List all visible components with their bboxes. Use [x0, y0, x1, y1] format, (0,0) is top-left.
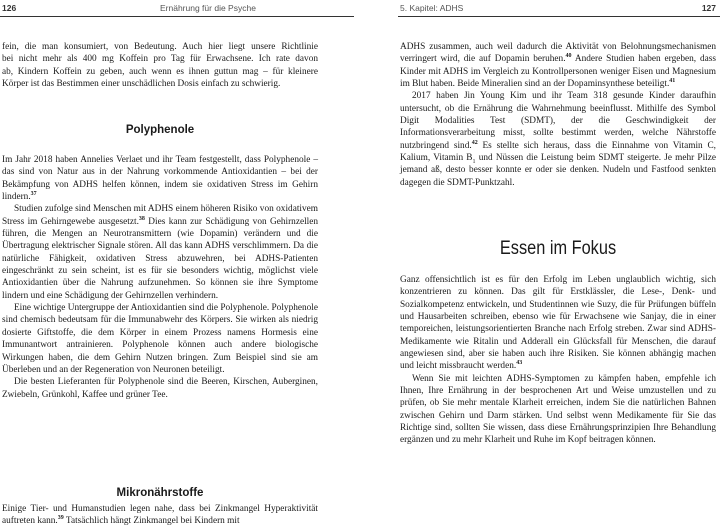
footnote-ref: 39 [57, 515, 64, 522]
running-title-right: 5. Kapitel: ADHS [400, 3, 464, 13]
intro-line: bei nicht mehr als 400 mg Koffein pro Tag für Erwachsene. Ich rate davon [2, 54, 318, 65]
page-number-right: 127 [701, 3, 716, 13]
footnote-ref: 43 [516, 360, 523, 367]
intro-line: ab, Kindern Koffein zu geben, auch wenn es ihnen guttun mag – für kleinere [2, 66, 318, 77]
paragraph: Die besten Lieferanten für Polyphenole sind die Beeren, Kirschen, Auberginen, Zwiebeln, Grünkohl, Kaffee und grüner Tee. [2, 377, 318, 400]
paragraph: Eine wichtige Untergruppe der Antioxidantien sind die Polyphenole. Polyphenole sind chemisch bedeutsam für die Immunabwehr des Körpers. Sie wirken als niedrig dosierte Giftstoffe, die dem Körper in einem Prozess namens Hormesis eine Immunantwort antrainieren. Polyphenole können auch andere biologische Wirkungen haben, die dem Gehirn Nutzen bringen. Zum Beispiel sind sie am Überleben und an der Regeneration von Neuronen beteiligt. [2, 303, 318, 375]
intro-line: fein, die man konsumiert, von Bedeutung. Auch hier liegt unsere Richtlinie [2, 42, 318, 52]
right-page-header [398, 0, 720, 17]
paragraph: Studien zufolge sind Menschen mit ADHS einem höheren Risiko von oxidativem Stress im Gehirngewebe ausgesetzt.$^{38}$ Dies kann zur Schädigung von Gehirnzellen führen, die Mengen an Neurotransmittern (wie Dopamin) verändern und die Übertragung elektrischer Signale stören. All das kann ADHS verschlimmern. Da die natürliche Fähigkeit, oxidativen Stress abzuwehren, bei ADHS-Patienten eingeschränkt zu sein scheint, ist es für sie besonders wichtig, möglichst viele Antioxidantien über die Nahrung aufzunehmen. So können sie ihre Symptome lindern und eine Schädigung der Gehirnzellen verhindern. [2, 204, 319, 301]
paragraph: Im Jahr 2018 haben Annelies Verlaet und ihr Team festgestellt, dass Polyphenole – das sind von Natur aus in der Nahrung vorkommende Antioxidantien – bei der Bekämpfung von ADHS helfen können, indem sie oxidativen Stress im Gehirn lindern.$^{37}$ [2, 155, 318, 203]
footnote-ref: 38 [138, 215, 145, 222]
heading-polyphenole: Polyphenole [125, 124, 195, 136]
right-fokus-body [400, 274, 716, 447]
left-polyphenole-body [2, 154, 318, 401]
footnote-ref: 37 [30, 190, 37, 197]
paragraph: Wenn Sie mit leichten ADHS-Symptomen zu kämpfen haben, empfehle ich Ihnen, Ihre Ernährung in der besprochenen Art und Weise umzustellen und zu prüfen, ob Sie mehr mentale Klarheit erreichen, indem Sie die natürlichen Bahnen zwischen Gehirn und Darm stärken. Und selbst wenn Medikamente für Sie das Richtige sind, sollten Sie wissen, dass diese Ernährungsprinzipien Ihre Behandlung ergänzen und zu mehr Klarheit und Ruhe im Kopf beitragen können. [400, 373, 716, 446]
footnote-ref: 41 [669, 77, 676, 84]
footnote-ref: 42 [471, 139, 478, 146]
subscript: 1 [472, 158, 476, 165]
left-mikro-body [2, 503, 318, 528]
running-title-left: Ernährung für die Psyche [160, 3, 256, 13]
heading-essen-im-fokus: Essen im Fokus [499, 238, 617, 259]
page-number-left: 126 [2, 3, 17, 13]
paragraph: Einige Tier- und Humanstudien legen nahe, dass bei Zinkmangel Hyperaktivität auftreten kann.$^{39}$ Tatsächlich hängt Zinkmangel bei Kindern mit [2, 504, 318, 527]
intro-line: Körper ist das Bestimmen einer unschädlichen Dosis einfach zu schwierig. [2, 79, 281, 90]
heading-mikronaehrstoffe: Mikronährstoffe [116, 487, 204, 499]
left-page-header [0, 0, 354, 17]
right-top-body [400, 41, 716, 189]
paragraph: ADHS zusammen, auch weil dadurch die Aktivität von Belohnungsmechanismen verringert wird, die auf Dopamin beruhen.$^{40}$ Andere Studien haben ergeben, dass Kinder mit ADHS im Vergleich zu Kontrollpersonen weniger Eisen und Magnesium im Blut haben. Beide Mineralien sind an der Dopaminsynthese beteiligt.$^{41}$ [400, 42, 716, 90]
right-page [360, 0, 720, 529]
paragraph: Ganz offensichtlich ist es für den Erfolg im Leben unglaublich wichtig, sich konzentrieren zu können. Das gilt für Erstklässler, die Lese-, Denk- und Sozialkompetenz entwickeln, und Studentinnen wie Suzy, die für Prüfungen büffeln und Hausarbeiten schreiben, ebenso wie für Erwachsene wie Sanjay, die in einer temporeichen, leistungsorientierten Branche nach Erfolg streben. Zwar sind ADHS-Medikamente wie Ritalin und Adderall ein Glücksfall für Menschen, die darauf angewiesen sind, aber sie haben auch ihre Risiken. Sie können abhängig machen und leicht missbraucht werden.$^{43}$ [400, 275, 716, 372]
paragraph: 2017 haben Jin Young Kim und ihr Team 318 gesunde Kinder daraufhin untersucht, ob die Ernährung die Wahrnehmung beeinflusst. Mithilfe des Symbol Digit Modalities Test (SDMT), der die Geschwindigkeit der Informationsverarbeitung misst, sollte bestimmt werden, welche Nährstoffe nutzbringend sind.$^{42}$ Es stellte sich heraus, dass die Einnahme von Vitamin C, Kalium, Vitamin $B_1$ und Nüssen die Leistung beim SDMT steigerte. Je mehr Pilze jemand aß, desto besser konnte er oder sie denken. Nudeln und Fastfood senkten dagegen die SDMT-Punktzahl. [400, 91, 716, 188]
footnote-ref: 40 [565, 53, 572, 60]
left-intro [2, 41, 318, 90]
